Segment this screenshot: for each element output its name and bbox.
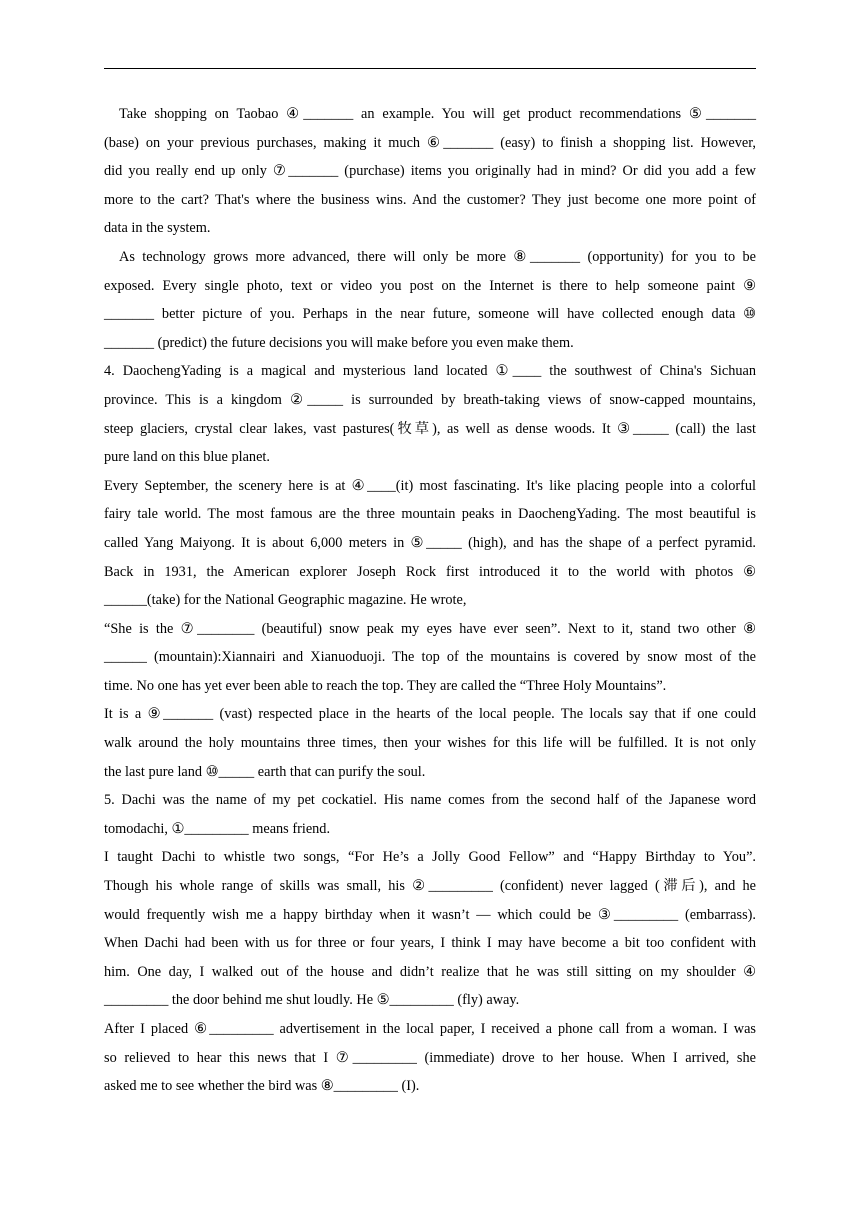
paragraph-p4 bbox=[104, 472, 756, 615]
text-line: I taught Dachi to whistle two songs, “For He’s a Jolly Good Fellow” and “Happy Birthday to You”. bbox=[104, 849, 756, 866]
text-line: _______ better picture of you. Perhaps in the near future, someone will have collected enough data ⑩ bbox=[104, 306, 756, 323]
paragraph-p7 bbox=[104, 786, 756, 843]
text-line: him. One day, I walked out of the house and didn’t realize that he was still sitting on my shoulder ④ bbox=[104, 963, 756, 980]
text-line: After I placed ⑥_________ advertisement in the local paper, I received a phone call from a woman. I was bbox=[104, 1021, 756, 1037]
text-line: ______ (mountain):Xiannairi and Xianuoduoji. The top of the mountains is covered by snow most of the bbox=[104, 649, 756, 666]
text-line: pure land on this blue planet. bbox=[104, 449, 270, 466]
text-line: 5. Dachi was the name of my pet cockatiel. His name comes from the second half of the Japanese word bbox=[104, 792, 756, 809]
text-line: steep glaciers, crystal clear lakes, vast pastures(牧草), as well as dense woods. It ③_____ (call) the last bbox=[104, 420, 756, 437]
paragraph-p2 bbox=[104, 243, 756, 357]
text-line: walk around the holy mountains three times, then your wishes for this life will be fulfilled. It is not only bbox=[104, 735, 756, 752]
text-line: province. This is a kingdom ②_____ is surrounded by breath-taking views of snow-capped mountains, bbox=[104, 391, 756, 408]
text-line: did you really end up only ⑦_______ (purchase) items you originally had in mind? Or did you add a few bbox=[104, 163, 756, 180]
text-line: As technology grows more advanced, there will only be more ⑧_______ (opportunity) for you to be bbox=[119, 248, 756, 265]
paragraph-p1 bbox=[104, 100, 756, 243]
text-line: more to the cart? That's where the business wins. And the customer? They just become one more point of bbox=[104, 191, 756, 208]
text-line: exposed. Every single photo, text or video you post on the Internet is there to help someone paint ⑨ bbox=[104, 277, 756, 294]
text-line: called Yang Maiyong. It is about 6,000 meters in ⑤_____ (high), and has the shape of a perfect pyramid. bbox=[104, 534, 756, 551]
text-line: When Dachi had been with us for three or four years, I think I may have become a bit too confident with bbox=[104, 935, 756, 952]
paragraph-p6 bbox=[104, 700, 756, 786]
text-line: tomodachi, ①_________ means friend. bbox=[104, 820, 331, 837]
text-line: _______ (predict) the future decisions you will make before you even make them. bbox=[104, 334, 574, 351]
paragraph-p8 bbox=[104, 843, 756, 1015]
text-line: 4. DaochengYading is a magical and mysterious land located ①____ the southwest of China's Sichuan bbox=[104, 363, 756, 380]
text-line: Back in 1931, the American explorer Joseph Rock first introduced it to the world with photos ⑥ bbox=[104, 563, 756, 580]
paragraph-p3 bbox=[104, 357, 756, 471]
text-line: Though his whole range of skills was small, his ②_________ (confident) never lagged (滞后), and he bbox=[104, 878, 756, 895]
text-line: so relieved to hear this news that I ⑦_________ (immediate) drove to her house. When I arrived, she bbox=[104, 1049, 756, 1066]
paragraph-p9 bbox=[104, 1015, 756, 1101]
text-line: data in the system. bbox=[104, 220, 211, 237]
text-line: (base) on your previous purchases, making it much ⑥_______ (easy) to finish a shopping list. However, bbox=[104, 134, 756, 151]
text-line: the last pure land ⑩_____ earth that can purify the soul. bbox=[104, 763, 426, 780]
text-line: would frequently wish me a happy birthday when it wasn’t — which could be ③_________ (embarrass). bbox=[104, 906, 756, 923]
text-line: “She is the ⑦________ (beautiful) snow peak my eyes have ever seen”. Next to it, stand two other ⑧ bbox=[104, 620, 756, 637]
text-line: ______(take) for the National Geographic magazine. He wrote, bbox=[104, 592, 467, 609]
text-line: asked me to see whether the bird was ⑧_________ (I). bbox=[104, 1078, 420, 1095]
header-rule bbox=[104, 68, 756, 69]
paragraph-p5 bbox=[104, 615, 756, 701]
text-line: _________ the door behind me shut loudly. He ⑤_________ (fly) away. bbox=[104, 992, 520, 1009]
text-line: Every September, the scenery here is at ④____(it) most fascinating. It's like placing people into a colorful bbox=[104, 477, 756, 494]
text-line: Take shopping on Taobao ④_______ an example. You will get product recommendations ⑤_______ bbox=[119, 106, 756, 122]
text-line: time. No one has yet ever been able to reach the top. They are called the “Three Holy Mountains”. bbox=[104, 677, 667, 694]
text-line: fairy tale world. The most famous are the three mountain peaks in DaochengYading. The most beautiful is bbox=[104, 506, 756, 523]
document-body bbox=[104, 100, 756, 1101]
text-line: It is a ⑨_______ (vast) respected place in the hearts of the local people. The locals say that if one could bbox=[104, 706, 756, 723]
